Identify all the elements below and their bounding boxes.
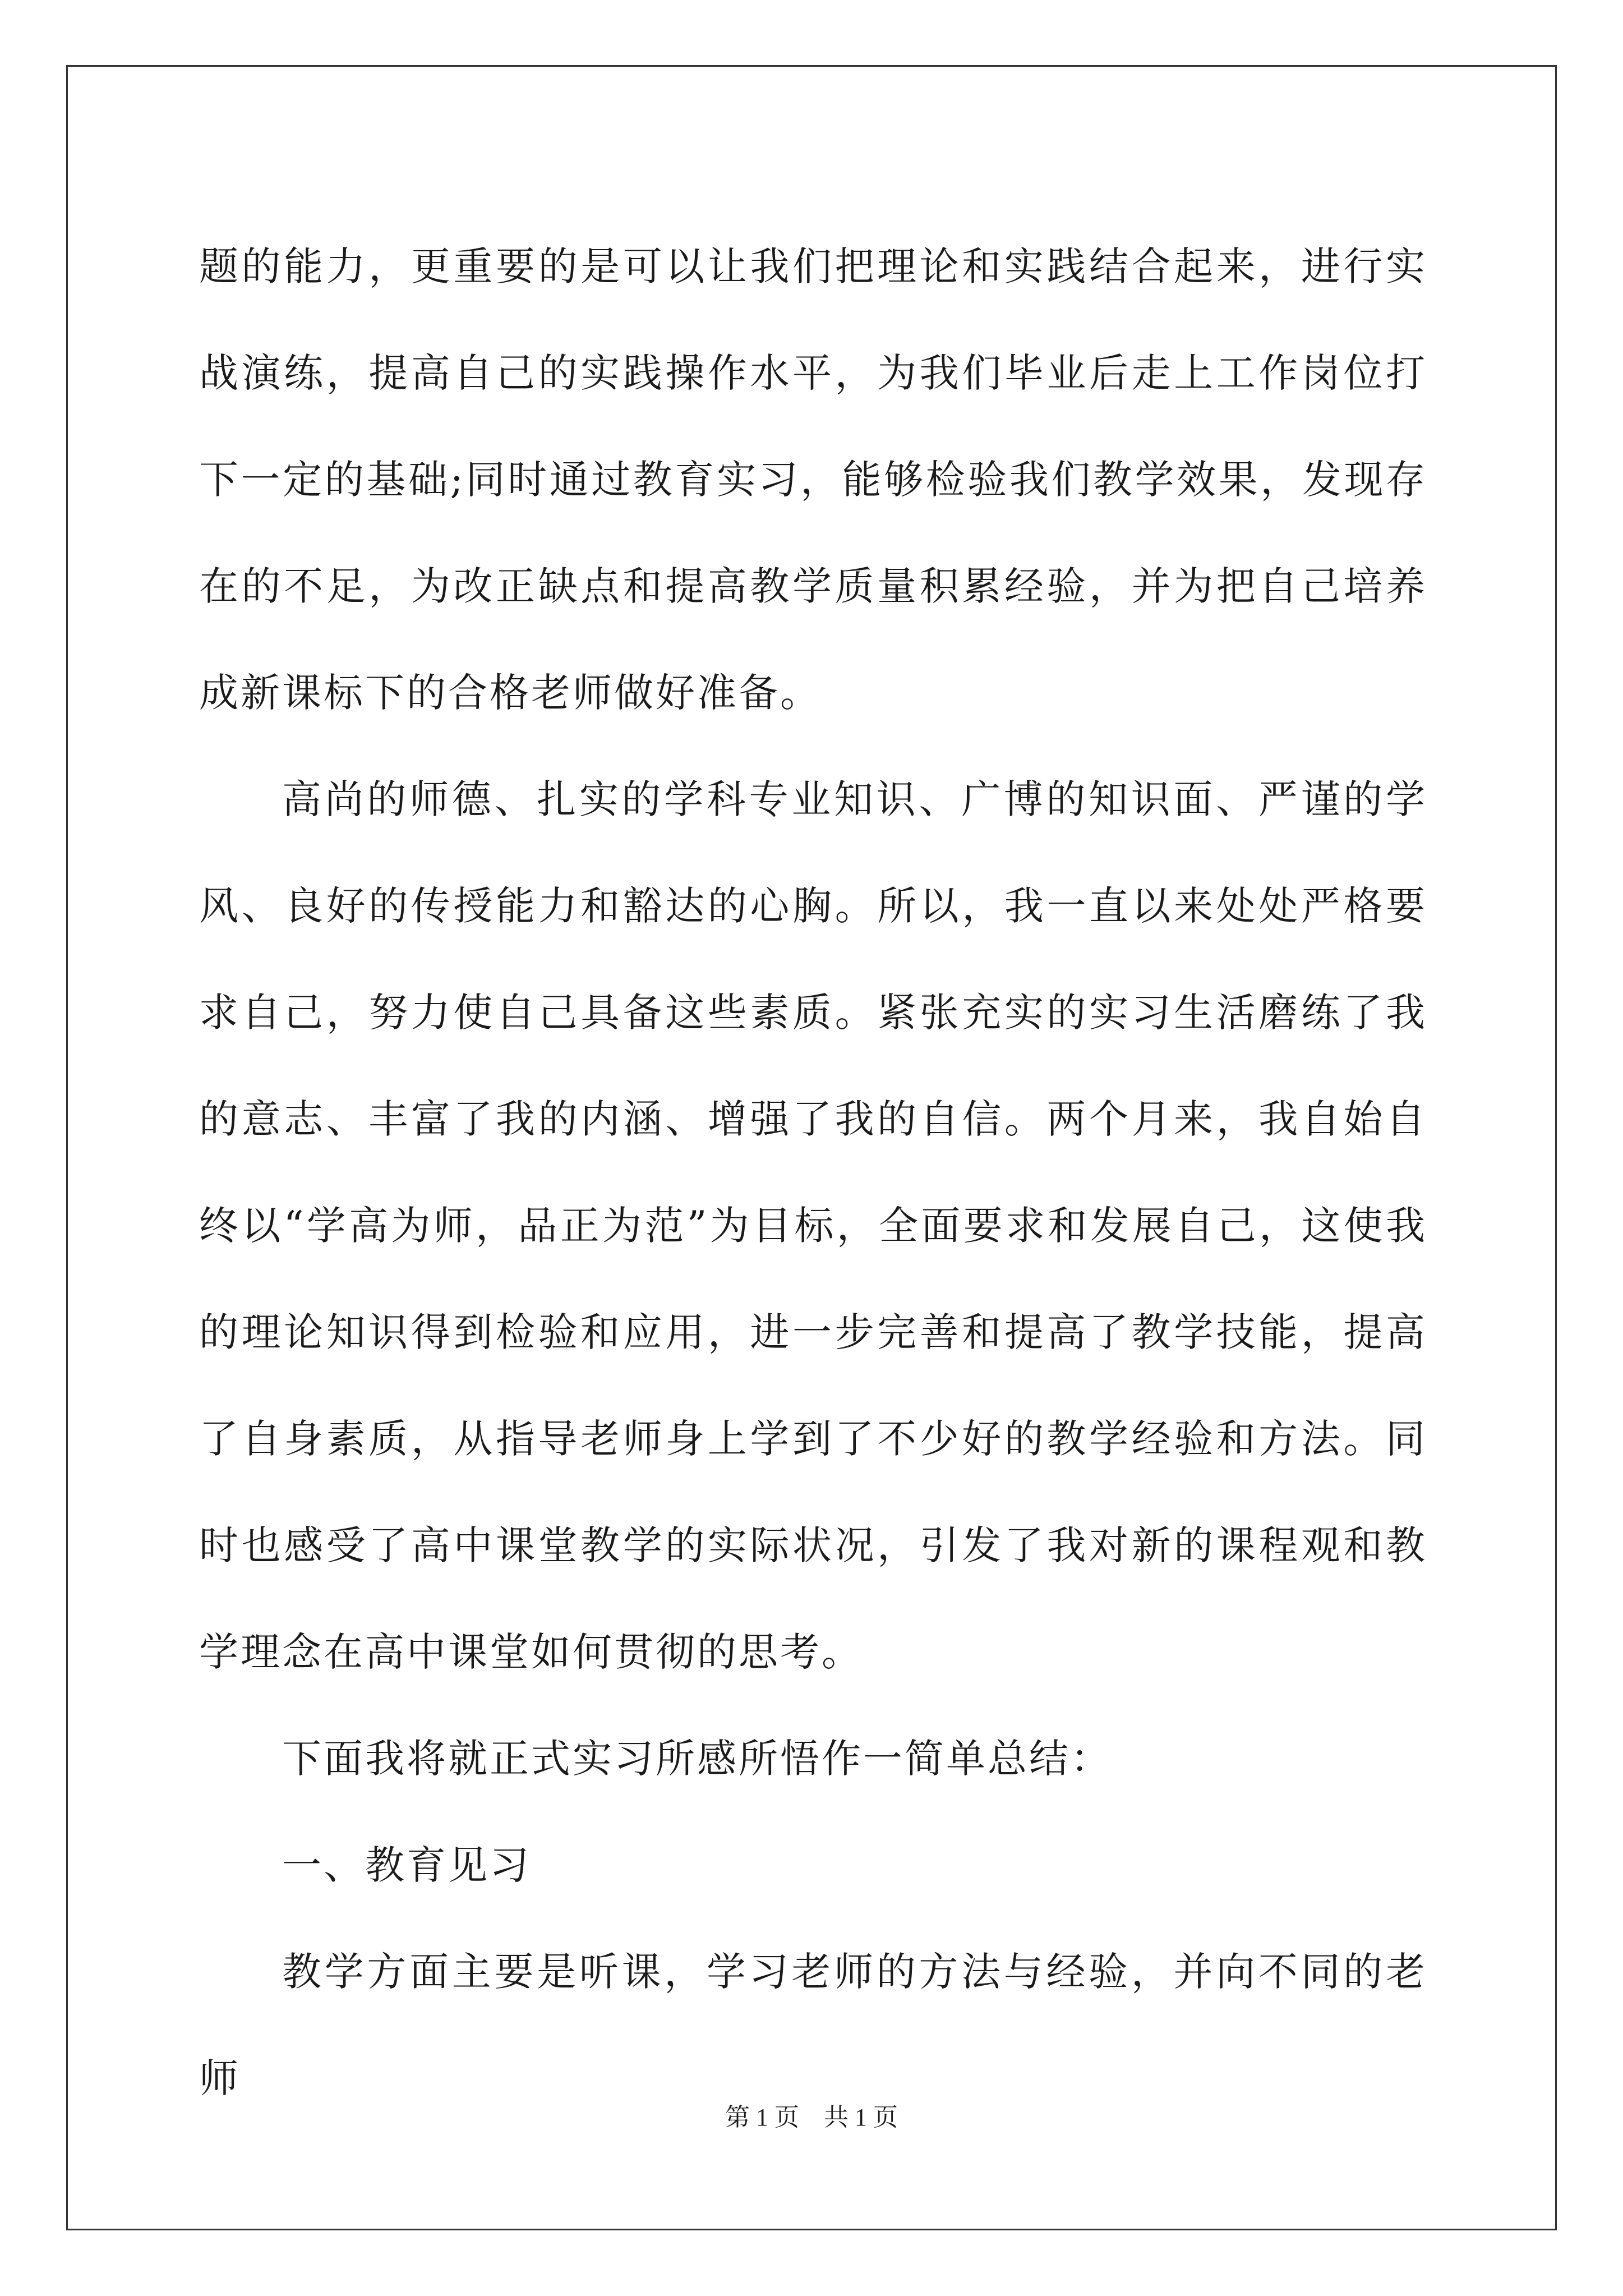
page-number-footer: 第 1 页 共 1 页 xyxy=(725,2104,898,2131)
paragraph-summary-intro: 下面我将就正式实习所感所悟作一简单总结： xyxy=(282,1736,1112,1782)
paragraph-teacher-qualities: 高尚的师德、扎实的学科专业知识、广博的知识面、严谨的学风、良好的传授能力和豁达的心胸。所以，我一直以来处处严格要求自己，努力使自己具备这些素质。紧张充实的实习生活磨练了我的意志、丰富了我的内涵、增强了我的自信。两个月来，我自始自终以“学高为师，品正为范”为目标，全面要求和发展自己，这使我的理论知识得到检验和应用，进一步完善和提高了教学技能，提高了自身素质，从指导老师身上学到了不少好的教学经验和方法。同时也感受了高中课堂教学的实际状况，引发了我对新的课程观和教学理念在高中课堂如何贯彻的思考。 xyxy=(199,776,1427,1675)
paragraph-purpose-of-internship: 题的能力，更重要的是可以让我们把理论和实践结合起来，进行实战演练，提高自己的实践操作水平，为我们毕业后走上工作岗位打下一定的基础;同时通过教育实习，能够检验我们教学效果，发现存在的不足，为改正缺点和提高教学质量积累经验，并为把自己培养成新课标下的合格老师做好准备。 xyxy=(199,243,1427,716)
section-heading-education-observation: 一、教育见习 xyxy=(282,1842,531,1888)
document-body xyxy=(199,213,1427,2132)
paragraph-teaching-observation: 教学方面主要是听课，学习老师的方法与经验，并向不同的老师 xyxy=(199,1949,1427,2101)
